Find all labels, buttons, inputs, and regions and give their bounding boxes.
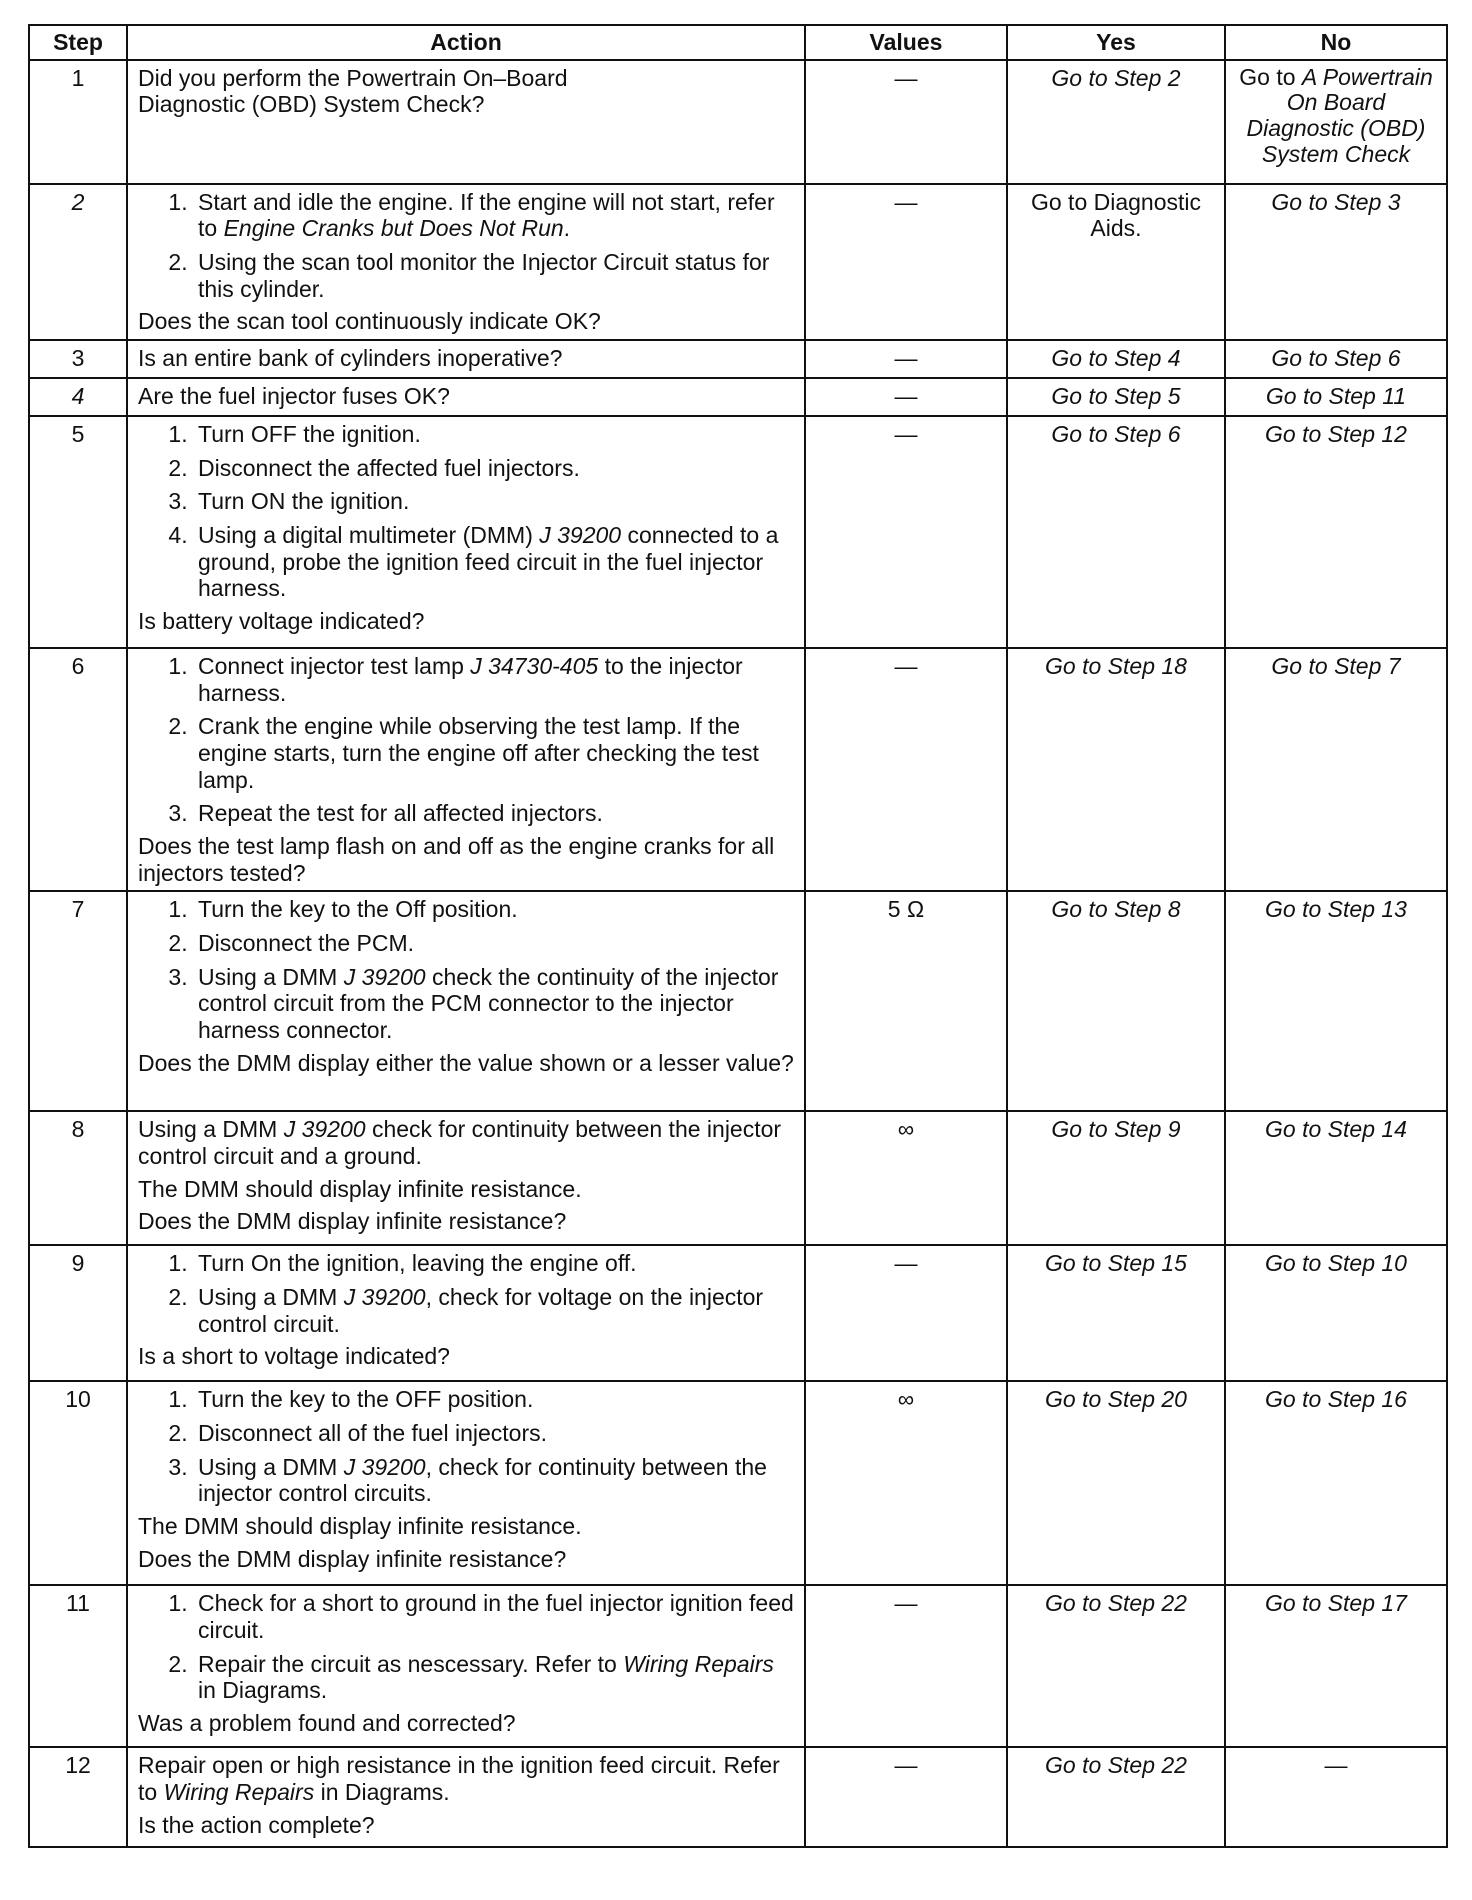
no-cell: Go to Step 6: [1225, 340, 1447, 378]
question-text: Is an entire bank of cylinders inoperative?: [138, 345, 563, 372]
value-cell: 5 Ω: [805, 891, 1007, 1111]
yes-cell: Go to Step 8: [1007, 891, 1225, 1111]
list-item: 1. Turn the key to the OFF position.: [194, 1386, 794, 1413]
yes-cell: Go to Step 5: [1007, 378, 1225, 416]
value-cell: —: [805, 648, 1007, 891]
no-cell: Go to Step 17: [1225, 1585, 1447, 1747]
table-row: [29, 1747, 1447, 1847]
step-number: 12: [29, 1747, 127, 1847]
note-text: The DMM should display infinite resistance.: [138, 1175, 582, 1202]
list-item: 1. Turn the key to the Off position.: [194, 896, 794, 923]
no-cell: Go to Step 7: [1225, 648, 1447, 891]
substep-list: [138, 1386, 794, 1507]
action-text: Did you perform the Powertrain On–Board: [138, 64, 568, 91]
no-prefix: Go to: [1239, 63, 1302, 90]
note-text: The DMM should display infinite resistance.: [138, 1513, 582, 1540]
diagnostic-table: [28, 24, 1448, 1848]
substep-list: [138, 189, 794, 303]
list-item: 2. Using the scan tool monitor the Injector Circuit status for this cylinder.: [194, 249, 794, 302]
value-cell: —: [805, 60, 1007, 184]
question-text: Are the fuel injector fuses OK?: [138, 383, 450, 410]
no-cell: Go to Step 13: [1225, 891, 1447, 1111]
yes-cell: Go to Step 6: [1007, 416, 1225, 648]
question-text: Does the DMM display infinite resistance?: [138, 1545, 567, 1572]
value-cell: —: [805, 378, 1007, 416]
no-cell: —: [1225, 1747, 1447, 1847]
action-cell: [127, 1381, 805, 1585]
substep-list: [138, 1590, 794, 1704]
table-row: [29, 891, 1447, 1111]
question-text: Does the DMM display infinite resistance?: [138, 1208, 567, 1235]
no-cell: Go to Step 14: [1225, 1111, 1447, 1245]
substep-list: [138, 421, 794, 602]
table-row: [29, 60, 1447, 184]
list-item: 1. Turn On the ignition, leaving the engine off.: [194, 1250, 794, 1277]
action-cell: [127, 1585, 805, 1747]
list-item: 1. Start and idle the engine. If the engine will not start, refer to Engine Cranks but Does Not Run.: [194, 189, 794, 242]
table-row: [29, 416, 1447, 648]
step-number: 11: [29, 1585, 127, 1747]
step-number: 7: [29, 891, 127, 1111]
yes-cell: Go to Step 15: [1007, 1245, 1225, 1381]
question-text: Is battery voltage indicated?: [138, 608, 425, 635]
yes-cell: Go to Step 22: [1007, 1585, 1225, 1747]
list-item: 3. Using a DMM J 39200, check for continuity between the injector control circuits.: [194, 1454, 794, 1507]
question-text: Was a problem found and corrected?: [138, 1710, 516, 1737]
value-cell: —: [805, 416, 1007, 648]
value-cell: —: [805, 1245, 1007, 1381]
step-number: 5: [29, 416, 127, 648]
no-cell: Go to Step 10: [1225, 1245, 1447, 1381]
table-row: [29, 378, 1447, 416]
question-text: Does the scan tool continuously indicate OK?: [138, 308, 601, 335]
list-item: 3. Turn ON the ignition.: [194, 488, 794, 515]
action-cell: [127, 1245, 805, 1381]
question-text: Does the test lamp flash on and off as the engine cranks for all injectors tested?: [138, 833, 775, 886]
yes-cell: Go to Diagnostic Aids.: [1007, 184, 1225, 340]
table-row: [29, 1381, 1447, 1585]
no-cell: [1225, 60, 1447, 184]
step-number: 2: [29, 184, 127, 340]
step-number: 8: [29, 1111, 127, 1245]
table-row: [29, 648, 1447, 891]
step-number: 4: [29, 378, 127, 416]
action-cell: [127, 648, 805, 891]
no-cell: Go to Step 16: [1225, 1381, 1447, 1585]
value-cell: —: [805, 184, 1007, 340]
header-action: Action: [127, 25, 805, 60]
value-cell: ∞: [805, 1381, 1007, 1585]
question-text: Is a short to voltage indicated?: [138, 1343, 450, 1370]
action-cell: [127, 891, 805, 1111]
action-cell: [127, 378, 805, 416]
action-cell: [127, 416, 805, 648]
list-item: 4. Using a digital multimeter (DMM) J 39200 connected to a ground, probe the ignition feed circuit in the fuel injector harness.: [194, 522, 794, 602]
step-number: 6: [29, 648, 127, 891]
action-text: Diagnostic (OBD) System Check?: [138, 91, 485, 118]
action-cell: [127, 1111, 805, 1245]
no-reference: A Powertrain On Board Diagnostic (OBD) System Check: [1246, 63, 1433, 167]
yes-cell: Go to Step 18: [1007, 648, 1225, 891]
no-cell: Go to Step 3: [1225, 184, 1447, 340]
value-cell: —: [805, 1747, 1007, 1847]
list-item: 2. Repair the circuit as nescessary. Refer to Wiring Repairs in Diagrams.: [194, 1651, 794, 1704]
step-number: 3: [29, 340, 127, 378]
header-values: Values: [805, 25, 1007, 60]
value-cell: —: [805, 340, 1007, 378]
header-step: Step: [29, 25, 127, 60]
yes-cell: Go to Step 4: [1007, 340, 1225, 378]
substep-list: [138, 653, 794, 827]
list-item: 1. Check for a short to ground in the fuel injector ignition feed circuit.: [194, 1590, 794, 1643]
header-yes: Yes: [1007, 25, 1225, 60]
value-cell: ∞: [805, 1111, 1007, 1245]
table-row: [29, 1245, 1447, 1381]
step-number: 9: [29, 1245, 127, 1381]
question-text: Is the action complete?: [138, 1811, 375, 1838]
list-item: 1. Turn OFF the ignition.: [194, 421, 794, 448]
no-cell: Go to Step 12: [1225, 416, 1447, 648]
header-row: [29, 25, 1447, 60]
value-cell: —: [805, 1585, 1007, 1747]
yes-cell: Go to Step 20: [1007, 1381, 1225, 1585]
step-number: 10: [29, 1381, 127, 1585]
yes-cell: Go to Step 2: [1007, 60, 1225, 184]
question-text: Does the DMM display either the value shown or a lesser value?: [138, 1049, 794, 1076]
list-item: 2. Disconnect the affected fuel injectors.: [194, 455, 794, 482]
substep-list: [138, 1250, 794, 1337]
action-text: Repair open or high resistance in the ignition feed circuit. Refer to Wiring Repairs in Diagrams.: [138, 1752, 780, 1806]
table-row: [29, 184, 1447, 340]
list-item: 2. Disconnect the PCM.: [194, 930, 794, 957]
header-no: No: [1225, 25, 1447, 60]
action-cell: [127, 60, 805, 184]
table-row: [29, 1585, 1447, 1747]
action-text: Using a DMM J 39200 check for continuity between the injector control circuit and a ground.: [138, 1116, 782, 1170]
list-item: 2. Disconnect all of the fuel injectors.: [194, 1420, 794, 1447]
no-cell: Go to Step 11: [1225, 378, 1447, 416]
substep-list: [138, 896, 794, 1043]
step-number: 1: [29, 60, 127, 184]
list-item: 2. Using a DMM J 39200, check for voltage on the injector control circuit.: [194, 1284, 794, 1337]
list-item: 3. Using a DMM J 39200 check the continuity of the injector control circuit from the PCM connector to the injector harness connector.: [194, 964, 794, 1044]
action-cell: [127, 184, 805, 340]
yes-cell: Go to Step 22: [1007, 1747, 1225, 1847]
list-item: 2. Crank the engine while observing the test lamp. If the engine starts, turn the engine off after checking the test lamp.: [194, 713, 794, 793]
action-cell: [127, 1747, 805, 1847]
yes-cell: Go to Step 9: [1007, 1111, 1225, 1245]
list-item: 1. Connect injector test lamp J 34730-405 to the injector harness.: [194, 653, 794, 706]
list-item: 3. Repeat the test for all affected injectors.: [194, 800, 794, 827]
table-row: [29, 1111, 1447, 1245]
action-cell: [127, 340, 805, 378]
table-row: [29, 340, 1447, 378]
